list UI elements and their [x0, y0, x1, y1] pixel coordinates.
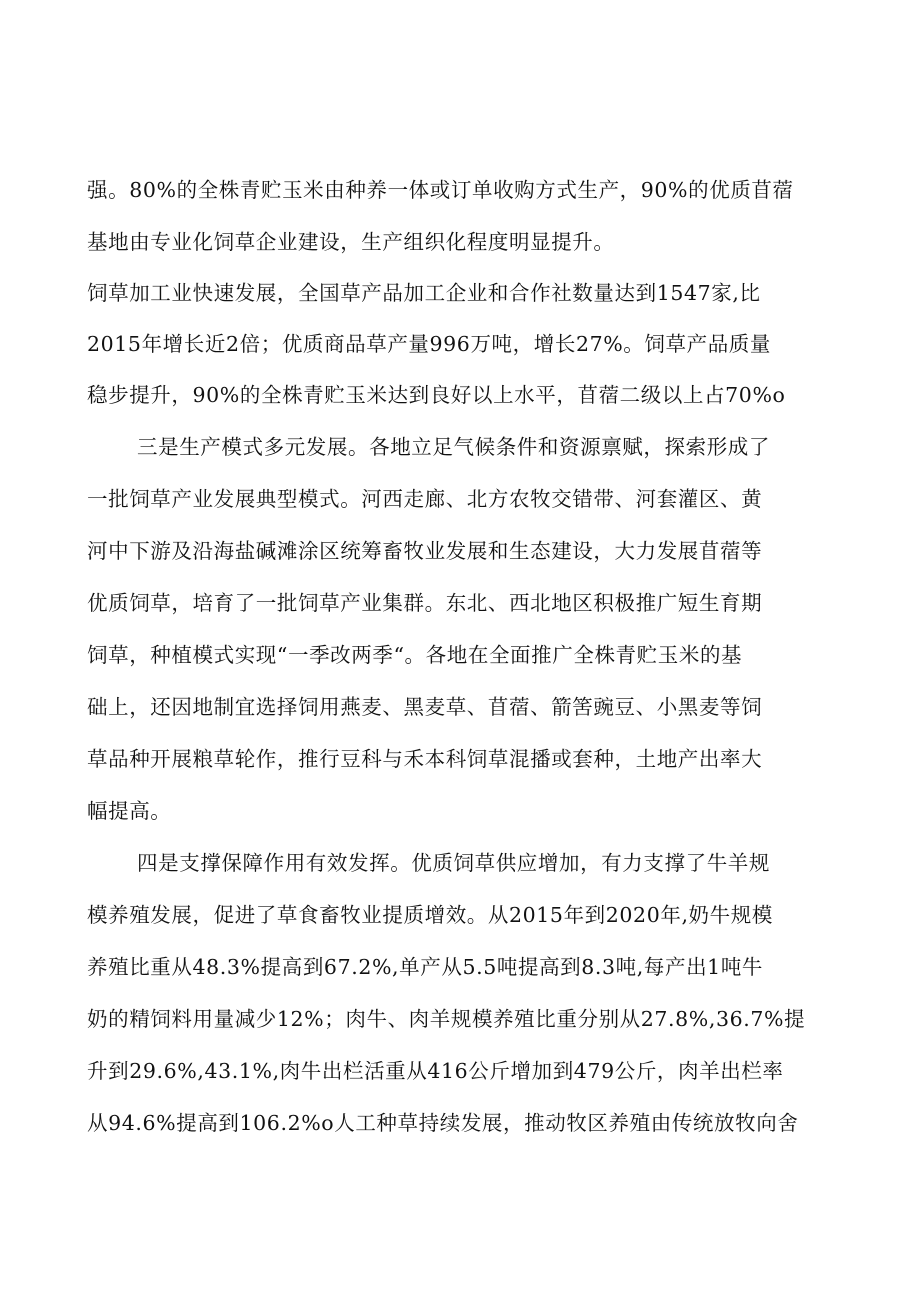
text-line: 2015年增长近2倍；优质商品草产量996万吨，增长27%。饲草产品质量: [87, 332, 772, 356]
text-line: 础上，还因地制宜选择饲用燕麦、黑麦草、苜蓿、箭筈豌豆、小黑麦等饲: [87, 695, 763, 719]
paragraph-first-line: 三是生产模式多元发展。各地立足气候条件和资源禀赋，探索形成了: [137, 435, 770, 459]
text-line: 河中下游及沿海盐碱滩涂区统筹畜牧业发展和生态建设，大力发展苜蓿等: [87, 539, 763, 563]
text-line: 一批饲草产业发展典型模式。河西走廊、北方农牧交错带、河套灌区、黄: [87, 487, 763, 511]
text-line: 幅提高。: [87, 799, 172, 823]
text-line: 优质饲草，培育了一批饲草产业集群。东北、西北地区积极推广短生育期: [87, 591, 763, 615]
text-line: 升到29.6%,43.1%,肉牛出栏活重从416公斤增加到479公斤，肉羊出栏率: [87, 1059, 784, 1083]
text-line: 奶的精饲料用量减少12%；肉牛、肉羊规模养殖比重分别从27.8%,36.7%提: [87, 1007, 806, 1031]
text-line: 饲草，种植模式实现“一季改两季“。各地在全面推广全株青贮玉米的基: [87, 643, 743, 667]
text-line: 基地由专业化饲草企业建设，生产组织化程度明显提升。: [87, 230, 615, 254]
text-line: 模养殖发展，促进了草食畜牧业提质增效。从2015年到2020年,奶牛规模: [87, 903, 773, 927]
text-line: 饲草加工业快速发展，全国草产品加工企业和合作社数量达到1547家,比: [87, 281, 761, 305]
text-line: 草品种开展粮草轮作，推行豆科与禾本科饲草混播或套种，土地产出率大: [87, 747, 763, 771]
paragraph-first-line: 四是支撑保障作用有效发挥。优质饲草供应增加，有力支撑了牛羊规: [137, 851, 770, 875]
text-line: 养殖比重从48.3%提高到67.2%,单产从5.5吨提高到8.3吨,每产出1吨牛: [87, 955, 764, 979]
text-line: 强。80%的全株青贮玉米由种养一体或订单收购方式生产，90%的优质苜蓿: [87, 178, 794, 202]
text-line: 稳步提升，90%的全株青贮玉米达到良好以上水平，苜蓿二级以上占70%o: [87, 383, 786, 407]
text-line: 从94.6%提高到106.2%o人工种草持续发展，推动牧区养殖由传统放牧向舍: [87, 1111, 799, 1135]
